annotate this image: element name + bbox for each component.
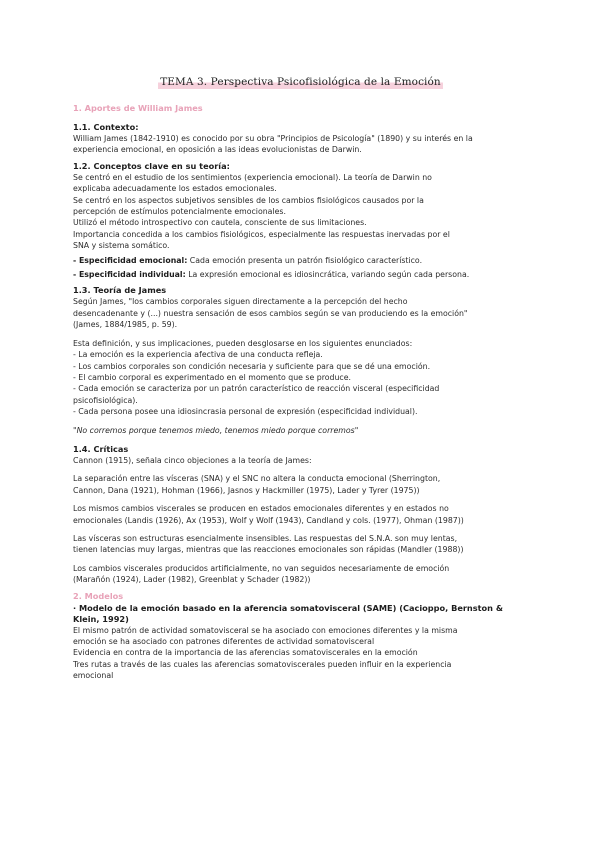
conceptos-line: Se centró en el estudio de los sentimientos (experiencia emocional). La teoría de Darwin no bbox=[73, 172, 432, 182]
model-heading-line: Klein, 1992) bbox=[73, 613, 129, 624]
conceptos-line: Utilizó el método introspectivo con cautela, consciente de sus limitaciones. bbox=[73, 218, 367, 228]
critica-line: Los cambios viscerales producidos artificialmente, no van seguidos necesariamente de emoción bbox=[73, 563, 450, 573]
enunciado-line: - El cambio corporal es experimentado en el momento que se produce. bbox=[73, 372, 351, 382]
modelo-line: emocional bbox=[73, 671, 114, 681]
especificidad-emocional-text: Cada emoción presenta un patrón fisiológico característico. bbox=[187, 255, 423, 265]
critica-line: Las vísceras son estructuras esencialmente insensibles. Las respuestas del S.N.A. son muy lentas, bbox=[73, 533, 458, 543]
modelo-line: emoción se ha asociado con patrones diferentes de actividad somatovisceral bbox=[73, 637, 375, 646]
teoria-heading: 1.3. Teoría de James bbox=[73, 285, 167, 296]
contexto-heading: 1.1. Contexto: bbox=[73, 122, 139, 132]
critica-line: (Marañón (1924), Lader (1982), Greenblat y Schader (1982)) bbox=[73, 575, 311, 585]
critica-line: Los mismos cambios viscerales se producen en estados emocionales diferentes y en estados no bbox=[73, 504, 449, 514]
conceptos-heading: 1.2. Conceptos clave en su teoría: bbox=[73, 160, 230, 171]
enunciado-line: - Cada persona posee una idiosincrasia personal de expresión (especificidad individual). bbox=[73, 407, 418, 417]
criticas-intro: Cannon (1915), señala cinco objeciones a la teoría de James: bbox=[73, 455, 312, 465]
enunciado-line: - Los cambios corporales son condición necesaria y suficiente para que se dé una emoción. bbox=[73, 361, 431, 371]
section-1-heading: 1. Aportes de William James bbox=[73, 103, 203, 113]
conceptos-line: explicaba adecuadamente los estados emocionales. bbox=[73, 184, 277, 194]
critica-line: La separación entre las vísceras (SNA) y el SNC no altera la conducta emocional (Sherrington, bbox=[73, 474, 441, 484]
critica-line: Cannon, Dana (1921), Hohman (1966), Jasnos y Hackmiller (1975), Lader y Tyrer (1975)) bbox=[73, 485, 420, 495]
conceptos-line: percepción de estímulos potencialmente emocionales. bbox=[73, 207, 286, 217]
teoria-quote-line: (James, 1884/1985, p. 59). bbox=[73, 320, 178, 330]
especificidad-individual-label: - Especificidad individual: bbox=[73, 270, 186, 280]
modelo-line: Tres rutas a través de las cuales las aferencias somatoviscerales pueden influir en la experiencia bbox=[73, 659, 452, 669]
section-2-heading: 2. Modelos bbox=[73, 590, 124, 601]
criticas-section bbox=[73, 444, 528, 586]
criticas-heading: 1.4. Críticas bbox=[73, 443, 129, 454]
italic-quote: "No corremos porque tenemos miedo, tenemos miedo porque corremos" bbox=[73, 425, 359, 435]
especificidad-emocional bbox=[73, 255, 528, 266]
modelos-section bbox=[73, 603, 528, 682]
modelo-line: El mismo patrón de actividad somatovisceral se ha asociado con emociones diferentes y la misma bbox=[73, 625, 458, 635]
critica-line: emocionales (Landis (1926), Ax (1953), Wolf y Wolf (1943), Candland y cols. (1977), Ohman (1987)) bbox=[73, 515, 464, 525]
critica-line: tienen latencias muy largas, mientras que las reacciones emocionales son rápidas (Mandler (1988)) bbox=[73, 545, 464, 555]
contexto-section bbox=[73, 122, 528, 156]
teoria-quote-line: Según James, "los cambios corporales siguen directamente a la percepción del hecho bbox=[73, 297, 408, 307]
especificidad-individual bbox=[73, 269, 528, 280]
conceptos-line: Se centró en los aspectos subjetivos sensibles de los cambios fisiológicos causados por la bbox=[73, 195, 424, 205]
page-title: TEMA 3. Perspectiva Psicofisiológica de la Emoción bbox=[160, 76, 441, 88]
title-wrap bbox=[73, 70, 528, 89]
teoria-section bbox=[73, 285, 528, 435]
contexto-line: William James (1842-1910) es conocido por su obra "Principios de Psicología" (1890) y su interés en la bbox=[73, 134, 473, 143]
modelo-line: Evidencia en contra de la importancia de las aferencias somatoviscerales en la emoción bbox=[73, 648, 418, 658]
model-heading-line: · Modelo de la emoción basado en la aferencia somatovisceral (SAME) (Cacioppo, Bernston & bbox=[73, 602, 503, 613]
enunciado-line: psicofisiológica). bbox=[73, 395, 138, 405]
enunciado-line: Esta definición, y sus implicaciones, pueden desglosarse en los siguientes enunciados: bbox=[73, 338, 413, 348]
especificidad-emocional-label: - Especificidad emocional: bbox=[73, 255, 188, 265]
conceptos-line: SNA y sistema somático. bbox=[73, 241, 170, 251]
enunciado-line: - La emoción es la experiencia afectiva de una conducta refleja. bbox=[73, 350, 323, 360]
especificidad-individual-text: La expresión emocional es idiosincrática, variando según cada persona. bbox=[185, 270, 470, 280]
conceptos-line: Importancia concedida a los cambios fisiológicos, especialmente las respuestas inervadas por el bbox=[73, 229, 450, 239]
enunciado-line: - Cada emoción se caracteriza por un patrón característico de reacción visceral (especificidad bbox=[73, 384, 440, 394]
conceptos-section bbox=[73, 161, 528, 281]
document-page bbox=[73, 70, 528, 682]
contexto-line: experiencia emocional, en oposición a las ideas evolucionistas de Darwin. bbox=[73, 145, 362, 155]
teoria-quote-line: desencadenante y (...) nuestra sensación de esos cambios según se van produciendo es la emoción" bbox=[73, 308, 468, 318]
